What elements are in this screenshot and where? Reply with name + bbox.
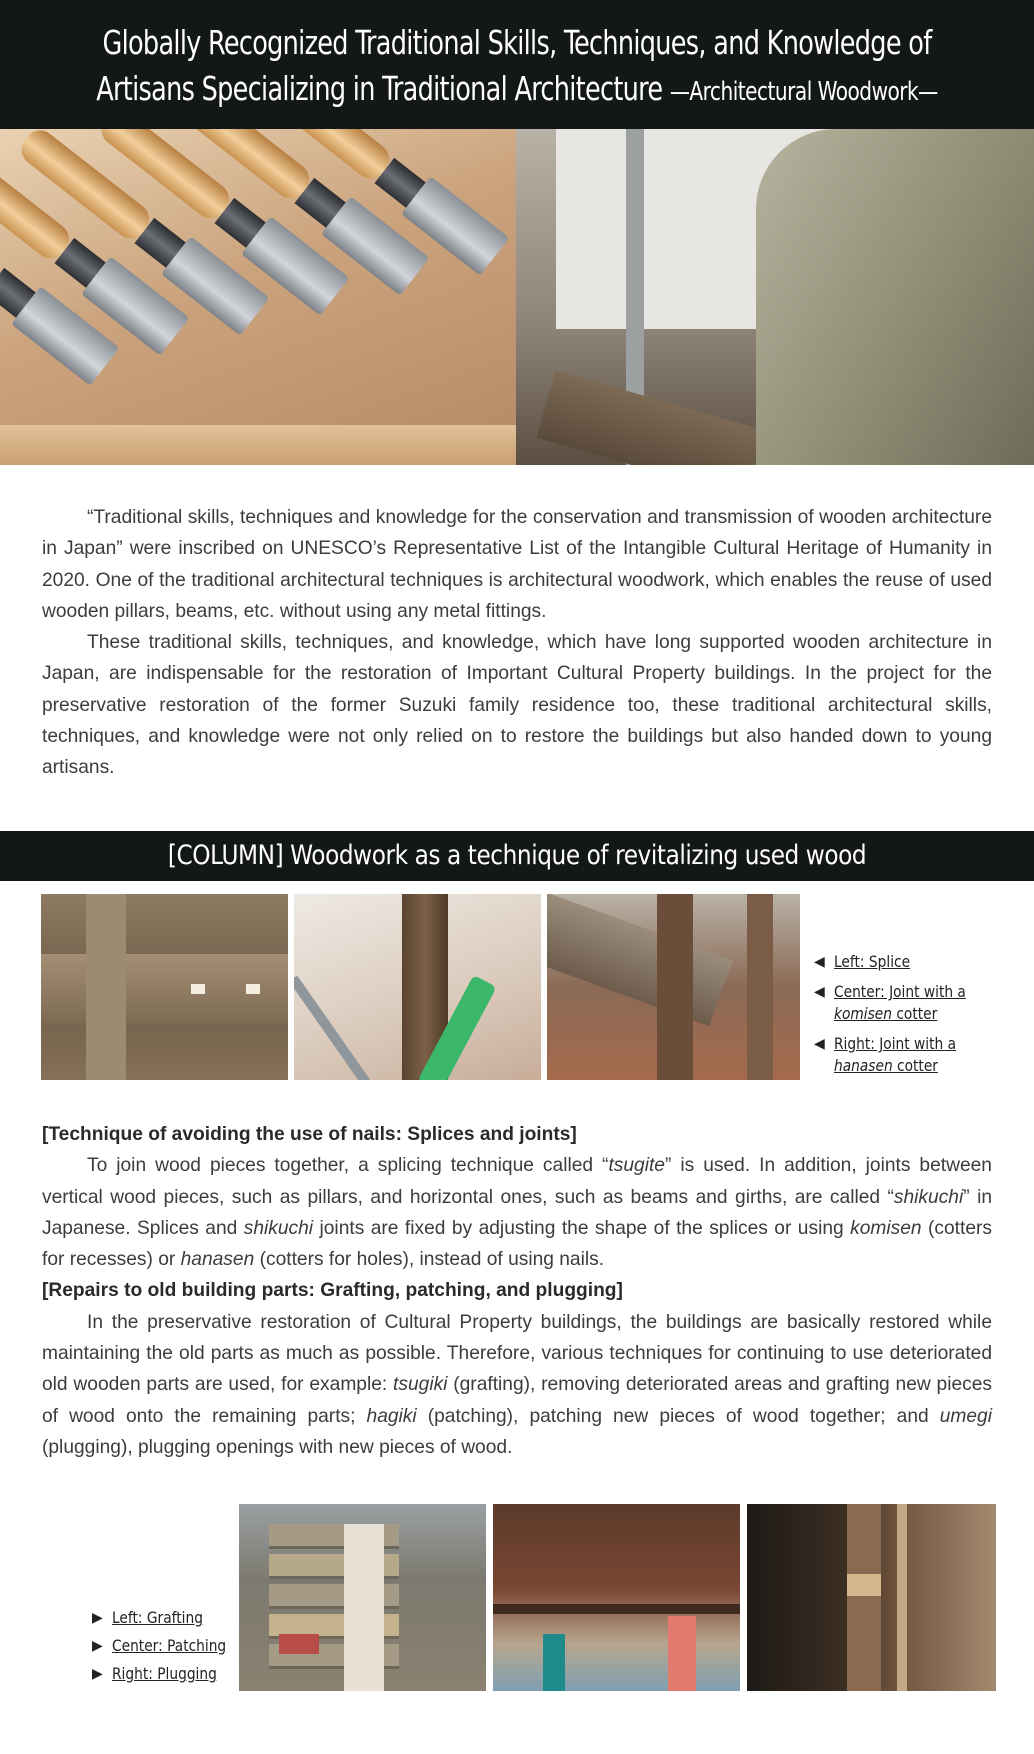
intro-paragraph-1: “Traditional skills, techniques and knowledge for the conservation and transmission of wooden architecture in Japan” were inscribed on UNESCO’s Representative List of the Intangible Cultural Heritage of Humanity in 2020. One of the traditional architectural techniques is architectural woodwork, which enables the reuse of used wooden pillars, beams, etc. without using any metal fittings. — [42, 507, 992, 622]
komisen-joint-photo — [294, 894, 541, 1080]
plugging-photo — [747, 1504, 996, 1691]
title-line-2 — [72, 66, 961, 115]
right-arrow-icon: ▶ — [92, 1638, 103, 1654]
title-banner — [0, 0, 1034, 129]
title-subtitle: —Architectural Woodwork— — [669, 77, 938, 107]
right-arrow-icon: ▶ — [92, 1610, 103, 1626]
title-line-2-text: Artisans Specializing in Traditional Architecture — [96, 69, 663, 108]
repair-photo-captions — [92, 1607, 242, 1691]
caption-hanasen: ◀ Right: Joint with a hanasen cotter — [814, 1034, 957, 1075]
caption-patching: ▶ Center: Patching — [92, 1636, 227, 1655]
column-photo-captions — [814, 951, 1004, 1085]
left-arrow-icon: ◀ — [814, 1036, 825, 1052]
section2-heading: [Repairs to old building parts: Grafting, patching, and plugging] — [42, 1280, 623, 1302]
intro-text — [42, 502, 992, 784]
column-heading-bar — [0, 831, 1034, 881]
patching-photo — [493, 1504, 740, 1691]
section2-paragraph: In the preservative restoration of Cultural Property buildings, the buildings are basically restored while maintaining the old parts as much as possible. Therefore, various techniques for continuing to use deteriorated old wooden parts are used, for example: tsugiki (grafting), removing deteriorated areas and grafting new pieces of wood onto the remaining parts; hagiki (patching), patching new pieces of wood together; and umegi (plugging), plugging openings with new pieces of wood. — [42, 1311, 992, 1458]
caption-splice: ◀ Left: Splice — [814, 952, 911, 971]
tool-box-edge — [0, 425, 516, 465]
title-line-1: Globally Recognized Traditional Skills, Techniques, and Knowledge of — [102, 23, 932, 62]
splice-photo — [41, 894, 288, 1080]
caption-plugging: ▶ Right: Plugging — [92, 1664, 217, 1683]
left-arrow-icon: ◀ — [814, 984, 825, 1000]
left-arrow-icon: ◀ — [814, 954, 825, 970]
column-heading: [COLUMN] Woodwork as a technique of revitalizing used wood — [167, 840, 867, 871]
artisan-working-photo — [516, 129, 1034, 465]
section1-heading: [Technique of avoiding the use of nails: Splices and joints] — [42, 1124, 577, 1145]
hanasen-joint-photo — [547, 894, 800, 1080]
grafting-photo — [239, 1504, 486, 1691]
caption-grafting: ▶ Left: Grafting — [92, 1608, 203, 1627]
section1-paragraph: To join wood pieces together, a splicing technique called “tsugite” is used. In addition, joints between vertical wood pieces, such as pillars, and horizontal ones, such as beams and girths, are called “shikuchi” in Japanese. Splices and shikuchi joints are fixed by adjusting the shape of the splices or using komisen (cotters for recesses) or hanasen (cotters for holes), instead of using nails. — [42, 1155, 993, 1271]
right-arrow-icon: ▶ — [92, 1666, 103, 1682]
chisels-photo — [0, 129, 516, 465]
caption-komisen: ◀ Center: Joint with a komisen cotter — [814, 982, 966, 1023]
intro-paragraph-2: These traditional skills, techniques, and knowledge, which have long supported wooden architecture in Japan, are indispensable for the restoration of Important Cultural Property buildings. In the project for the preservative restoration of the former Suzuki family residence too, these traditional architectural skills, techniques, and knowledge were not only relied on to restore the buildings but also handed down to young artisans. — [42, 632, 992, 779]
column-text — [42, 1119, 992, 1463]
